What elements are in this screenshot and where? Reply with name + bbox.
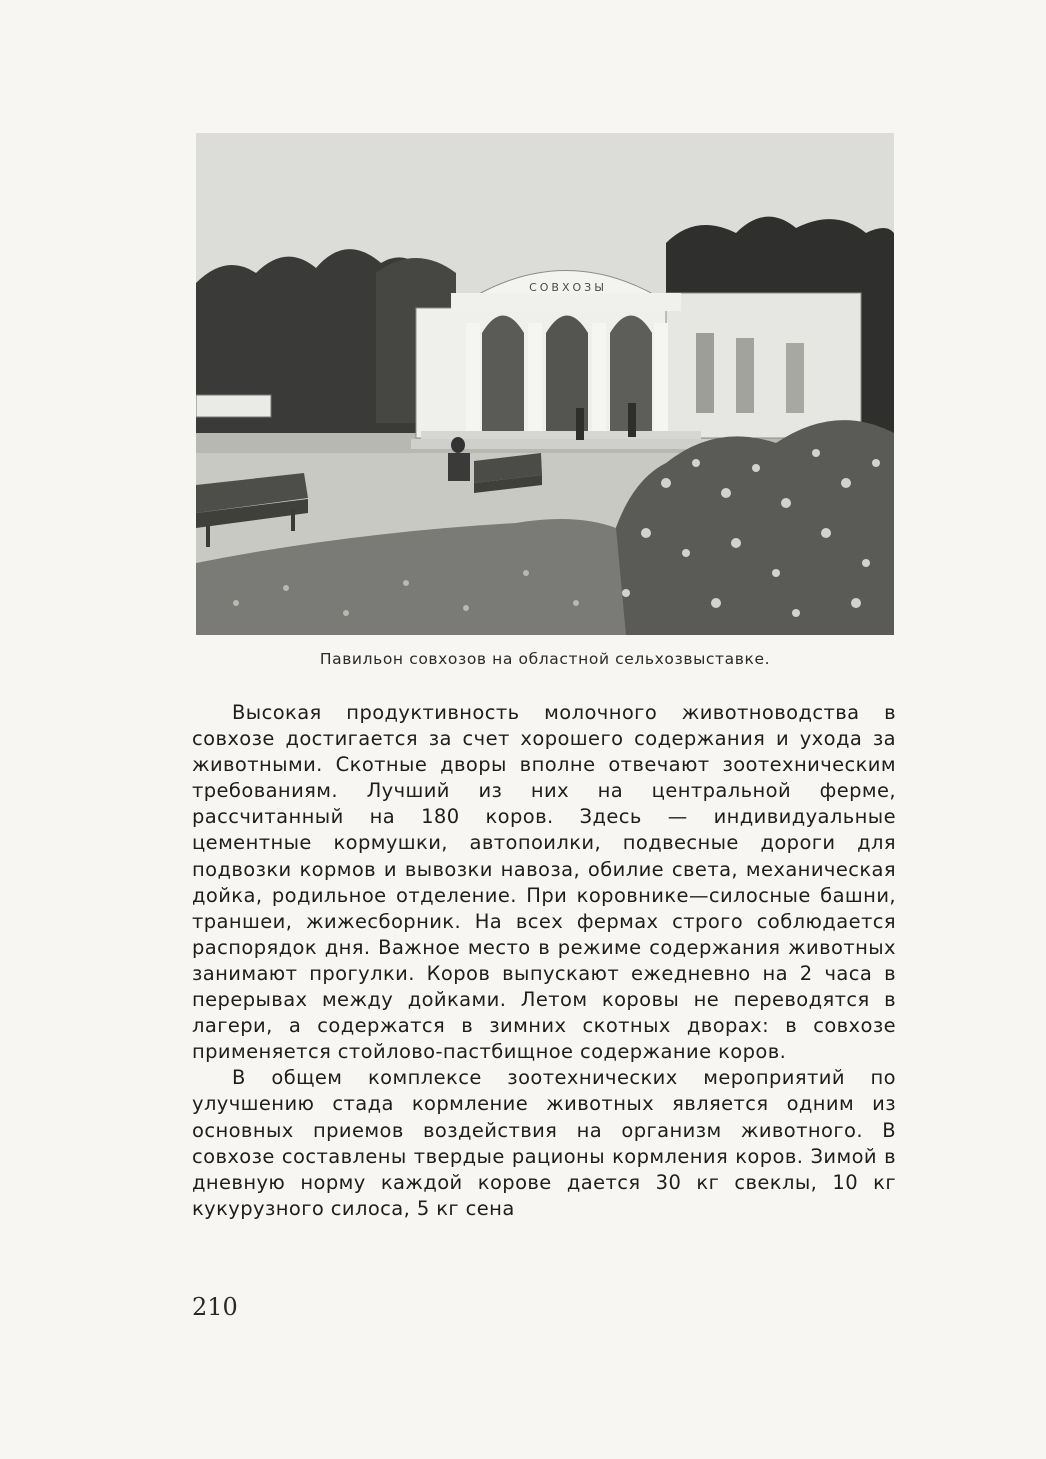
paragraph-2: В общем комплексе зоотехнических мероприятий по улучшению стада кормление животных является одним из основных приемов воздействия на организм животного. В совхозе составлены твердые рационы кормления коров. Зимой в дневную норму каждой корове дается 30 кг свеклы, 10 кг кукурузного силоса, 5 кг сена <box>192 1066 896 1220</box>
pavilion-illustration <box>196 133 894 635</box>
paragraph-1: Высокая продуктивность молочного животноводства в совхозе достигается за счет хорошего содержания и ухода за животными. Скотные дворы вполне отвечают зоотехническим требованиям. Лучший из них на центральной ферме, рассчитанный на 180 коров. Здесь — индивидуальные цементные кормушки, автопоилки, подвесные дороги для подвозки кормов и вывозки навоза, обилие света, механическая дойка, родильное отделение. При коровнике—силосные башни, траншеи, жижесборник. На всех фермах строго соблюдается распорядок дня. Важное место в режиме содержания животных занимают прогулки. Коров выпускают ежедневно на 2 часа в перерывах между дойками. Летом коровы не переводятся в лагери, а содержатся в зимних скотных дворах: в совхозе применяется стойлово-пастбищное содержание коров. <box>192 701 896 1064</box>
body-text <box>192 700 896 1222</box>
facade-lettering: СОВХОЗЫ <box>529 281 607 294</box>
pavilion-photo <box>196 133 894 635</box>
photo-caption: Павильон совхозов на областной сельхозвыставке. <box>319 650 771 668</box>
page-number: 210 <box>192 1293 238 1321</box>
